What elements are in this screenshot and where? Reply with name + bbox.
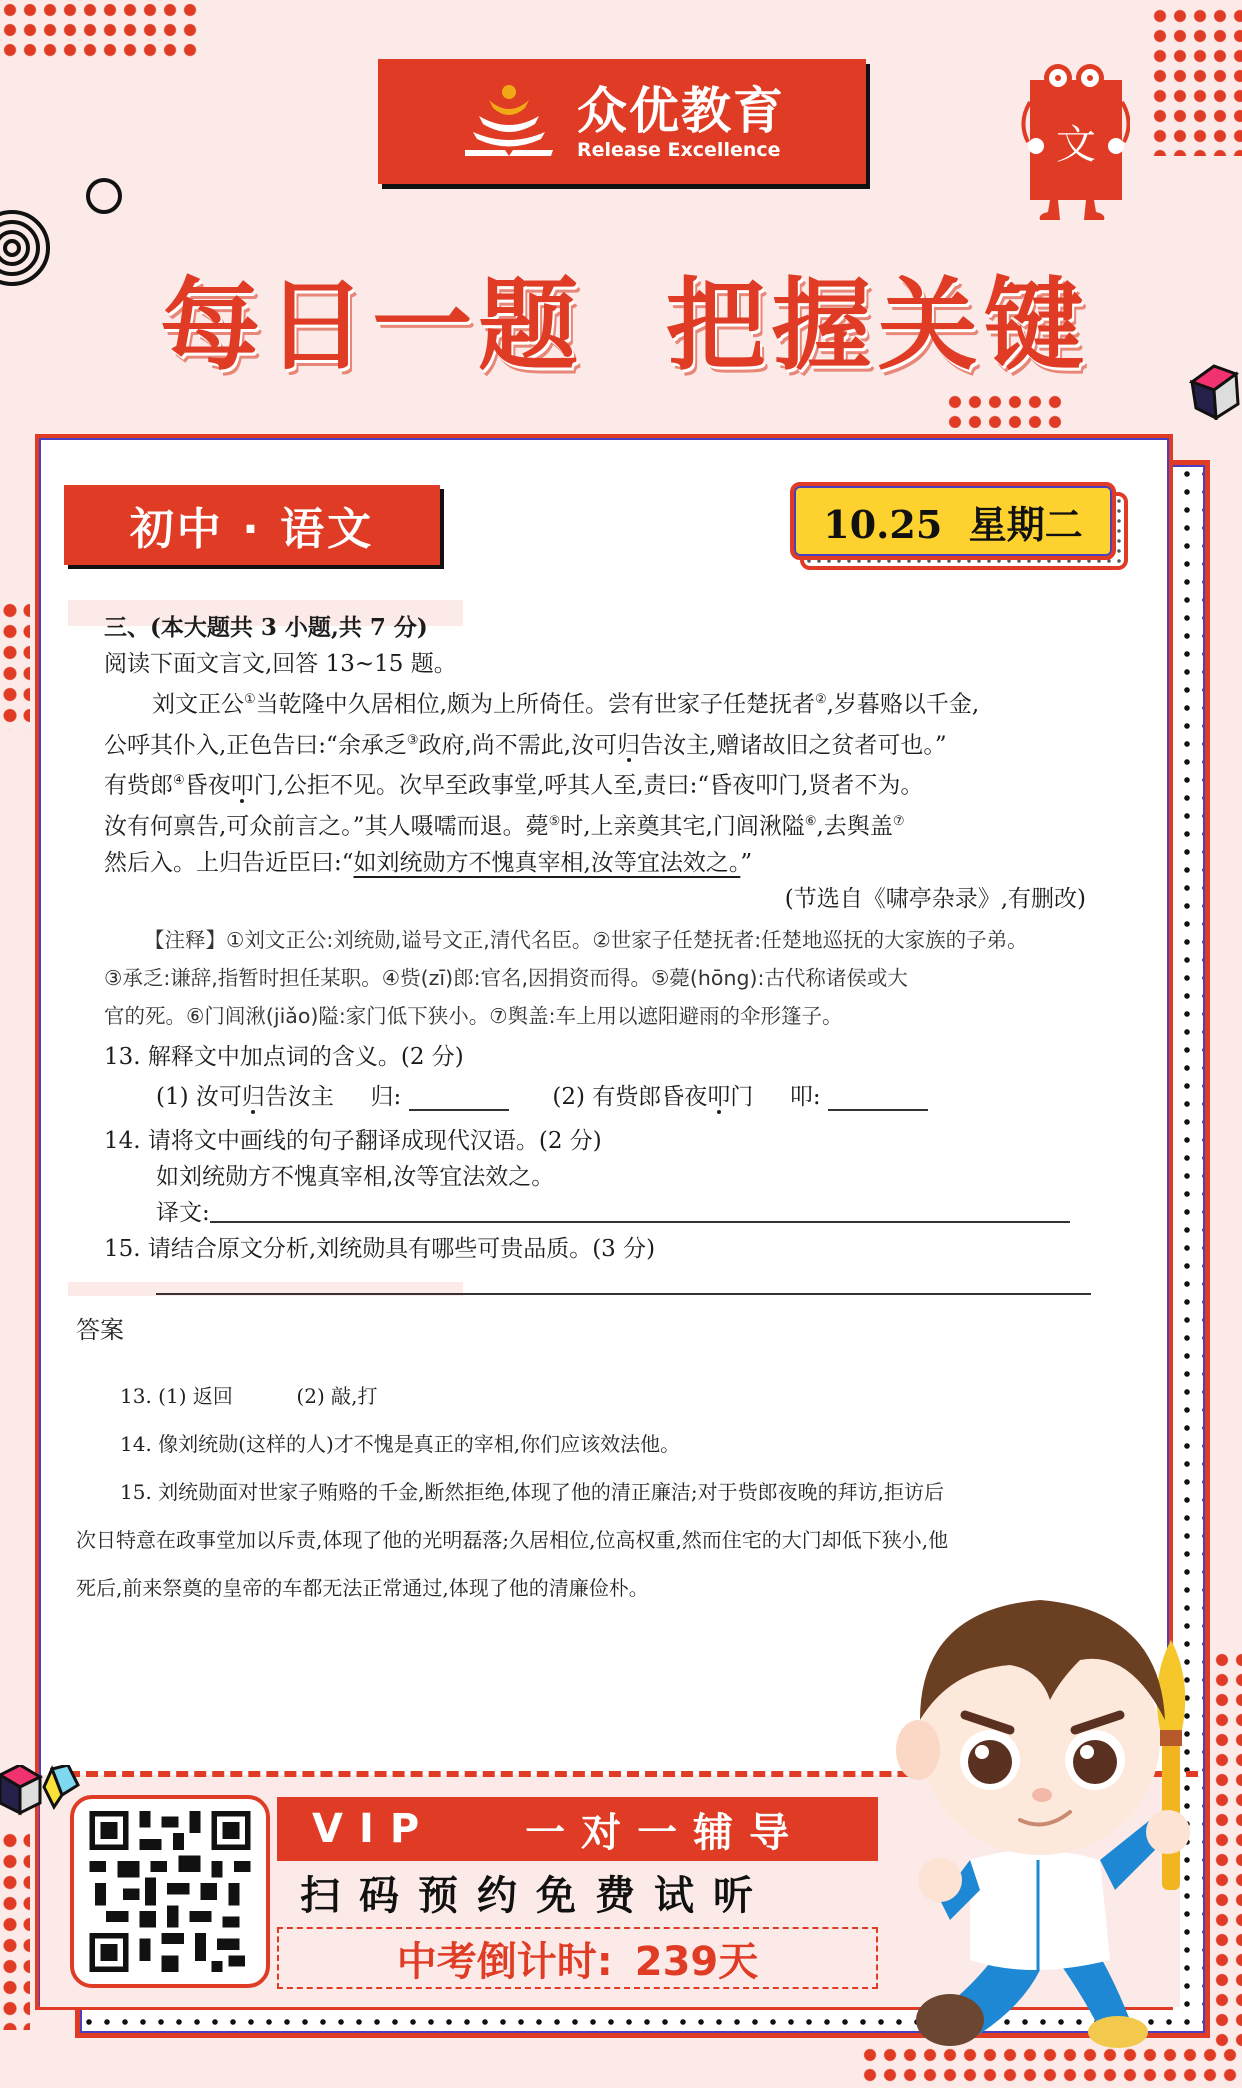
brand-logo	[378, 59, 866, 184]
answer-14: 14. 像刘统勋(这样的人)才不愧是真正的宰相,你们应该效法他。	[120, 1432, 681, 1456]
section-title: 三、(本大题共 3 小题,共 7 分)	[104, 614, 428, 641]
wen-book-mascot-icon	[1018, 62, 1130, 222]
vip-label: VIP	[312, 1806, 436, 1852]
brand-name-cn: 众优教育	[577, 81, 785, 140]
exam-document	[104, 610, 1094, 1311]
answer-section	[76, 1306, 956, 1612]
q13-answer-blank-1[interactable]	[409, 1109, 509, 1111]
q13-parts: (1) 汝可归告汝主 归: (2) 有赀郎昏夜叩门 叩:	[104, 1075, 1094, 1119]
answer-title: 答案	[76, 1316, 124, 1344]
passage-line-5: 然后入。上归告近臣曰:“如刘统勋方不愧真宰相,汝等宜法效之。”	[104, 849, 753, 876]
decor-dots-top-left	[0, 0, 200, 58]
q13: 13. 解释文中加点词的含义。(2 分)	[104, 1043, 464, 1070]
cube-icon	[1188, 360, 1242, 420]
passage-line-2: 公呼其仆入,正色告曰:“余承乏③政府,尚不需此,汝可归告汝主,赠诸故旧之贫者可也。”	[104, 732, 947, 759]
subject-tag: 初中 · 语文	[64, 485, 440, 565]
student-mascot-icon	[880, 1570, 1210, 2070]
answer-15: 15. 刘统勋面对世家子贿赂的千金,断然拒绝,体现了他的清正廉洁;对于赀郎夜晚的拜访,拒访后次日特意在政事堂加以斥责,体现了他的光明磊落;久居相位,位高权重,然而住宅的大门却低下狭小,他死后,前来祭奠的皇帝的车都无法正常通过,体现了他的清廉俭朴。	[76, 1480, 949, 1600]
instruction: 阅读下面文言文,回答 13~15 题。	[104, 651, 457, 677]
note-line-3: 官的死。⑥门闾湫(jiǎo)隘:家门低下狭小。⑦舆盖:车上用以遮阳避雨的伞形篷子。	[104, 1003, 843, 1028]
note-line-2: ③承乏:谦辞,指暂时担任某职。④赀(zī)郎:官名,因捐资而得。⑤薨(hōng):古代称诸侯或大	[104, 965, 908, 990]
q15-answer-line[interactable]	[156, 1293, 1091, 1295]
decor-dots-right	[1212, 1650, 1242, 2050]
passage-source: (节选自《啸亭杂录》,有删改)	[784, 885, 1086, 912]
qr-code[interactable]	[70, 1795, 270, 1988]
underlined-sentence: 如刘统勋方不愧真宰相,汝等宜法效之。	[353, 849, 741, 876]
passage-line-4: 汝有何禀告,可众前言之。”其人嗫嚅而退。薨⑤时,上亲奠其宅,门闾湫隘⑥,去舆盖⑦	[104, 813, 905, 840]
decor-dots-left-bottom	[0, 1830, 30, 2030]
note-line-1: 【注释】①刘文正公:刘统勋,谥号文正,清代名臣。②世家子任楚抚者:任楚地巡抚的大家族的子弟。	[144, 927, 1028, 952]
qr-code-icon	[86, 1811, 254, 1972]
scan-to-book-text: 扫码预约免费试听	[300, 1873, 772, 1919]
countdown-value: 239天	[634, 1938, 759, 1985]
passage-line-1: 刘文正公①当乾隆中久居相位,颇为上所倚任。尝有世家子任楚抚者②,岁暮赂以千金,	[152, 691, 980, 718]
date-tag: 10.25 星期二	[790, 482, 1116, 560]
q14: 14. 请将文中画线的句子翻译成现代汉语。(2 分)	[104, 1127, 602, 1154]
countdown-label: 中考倒计时:	[396, 1938, 613, 1985]
q13-answer-blank-2[interactable]	[828, 1109, 928, 1111]
answer-13: 13. (1) 返回 (2) 敲,打	[120, 1384, 378, 1408]
vip-banner[interactable]	[277, 1797, 878, 1861]
q14-sentence: 如刘统勋方不愧真宰相,汝等宜法效之。	[156, 1163, 555, 1190]
svg-text:文: 文	[1056, 122, 1096, 168]
brand-logo-icon	[459, 82, 559, 162]
one-on-one-label: 一对一辅导	[525, 1809, 806, 1856]
brand-name-en: Release Excellence	[577, 138, 781, 161]
q15: 15. 请结合原文分析,刘统勋具有哪些可贵品质。(3 分)	[104, 1235, 656, 1262]
passage-line-3: 有赀郎④昏夜叩门,公拒不见。次早至政事堂,呼其人至,责曰:“昏夜叩门,贤者不为。	[104, 772, 924, 799]
q14-translation: 译文:	[104, 1195, 1094, 1231]
q14-answer-line[interactable]	[210, 1221, 1070, 1223]
headline: 每日一题 把握关键	[160, 267, 1090, 384]
decor-dots-header-right	[945, 392, 1065, 428]
concentric-circles-icon	[0, 170, 130, 300]
exam-countdown	[277, 1927, 878, 1989]
q15-answer-area	[104, 1267, 1094, 1311]
decor-dots-left	[0, 600, 30, 730]
decor-dots-top-right	[1150, 6, 1242, 156]
